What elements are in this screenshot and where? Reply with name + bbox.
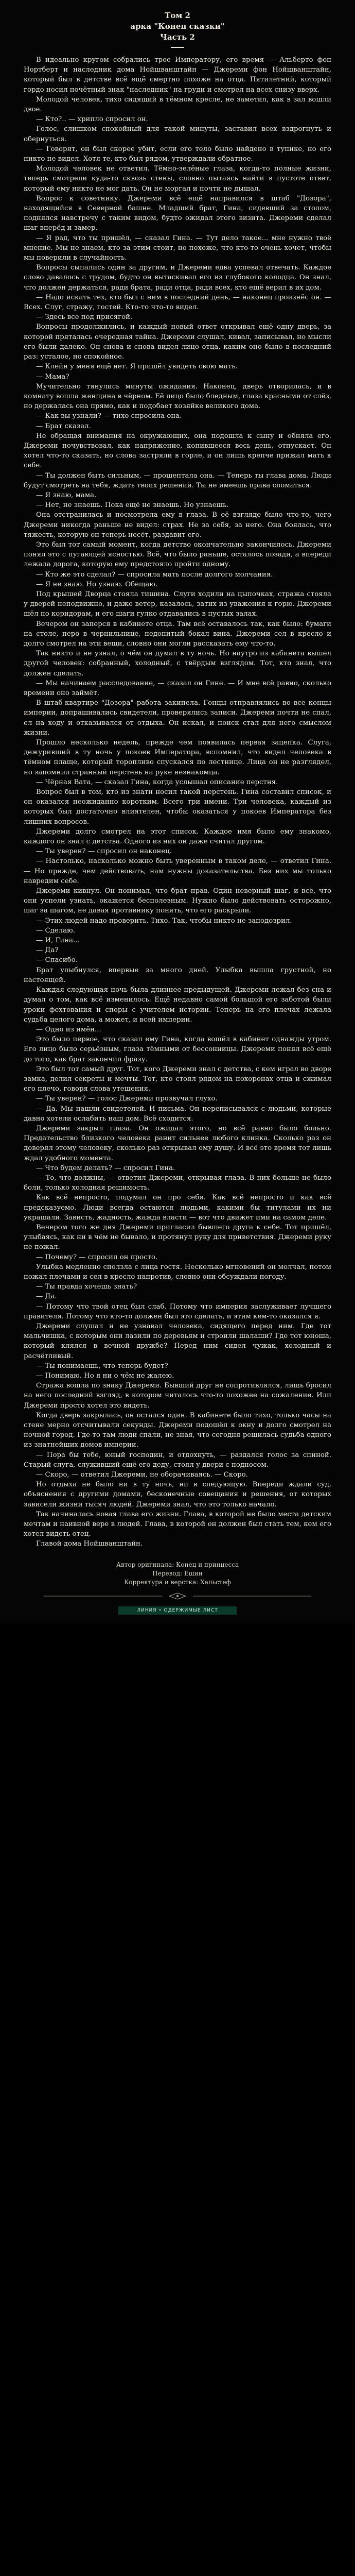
- group-seal: ЛИНИЯ • ОДЕРЖИМЫЕ ЛИСТ: [118, 1606, 237, 1615]
- paragraph: — Да.: [36, 1293, 57, 1301]
- paragraph: Голос, слишком спокойный для такой минуты, заставил всех вздрогнуть и обернуться.: [24, 125, 331, 143]
- paragraph: Это был тот самый момент, когда детство окончательно закончилось. Джереми понял это с пугающей ясностью. Всё, что было раньше, осталось позади, а впереди лежала дорога, которую ему предстояло пройти одному.: [24, 540, 331, 569]
- arc-title: арка "Конец сказки": [130, 22, 225, 31]
- paragraph: — И, Гина...: [36, 937, 80, 945]
- paragraph: — Надо искать тех, кто был с ним в последний день, — наконец произнёс он. — Всех. Слуг, стражу, гостей. Кто-то что-то видел.: [24, 293, 331, 312]
- paragraph: Брат улыбнулся, впервые за много дней. Улыбка вышла грустной, но настоящей.: [24, 966, 331, 984]
- paragraph: — Да. Мы нашли свидетелей. И письма. Он переписывался с людьми, которые давно хотели ослабить наш дом. Всё сходится.: [24, 1105, 331, 1123]
- paragraph: — Ты должен быть сильным, — прошептала она. — Теперь ты глава дома. Люди будут смотреть на тебя, ждать твоих решений. Ты не имеешь права сломаться.: [24, 471, 331, 489]
- paragraph: Но отдыха не было ни в ту ночь, ни в следующую. Впереди ждали суд, объяснения с другими домами, бесконечные совещания и решения, от которых зависели жизни тысяч людей. Джереми знал, что это только начало.: [24, 1481, 331, 1509]
- paragraph: — Чёрная Вата, — сказал Гина, когда услышал описание перстня.: [36, 778, 278, 786]
- chapter-footer: [24, 1561, 331, 1615]
- paragraph: — Я не знаю. Но узнаю. Обещаю.: [36, 580, 158, 588]
- paragraph: — То, что должны, — ответил Джереми, открывая глаза. В них больше не было боли, только холодная решимость.: [24, 1174, 331, 1192]
- paragraph: — Понимаю. Но я ни о чём не жалею.: [36, 1372, 174, 1380]
- paragraph: — Почему? — спросил он просто.: [36, 1253, 158, 1261]
- paragraph: Джереми долго смотрел на этот список. Каждое имя было ему знакомо, каждого он знал с детства. Одного из них он даже считал другом.: [24, 827, 331, 846]
- paragraph: Так начиналась новая глава его жизни. Глава, в которой не было места детским мечтам и наивной вере в людей. Глава, в которой он должен был стать тем, кем его хотел видеть отец.: [24, 1510, 331, 1538]
- paragraph: — Кто же это сделал? — спросила мать после долгого молчания.: [36, 570, 273, 579]
- paragraph: — Потому что твой отец был слаб. Потому что империя заслуживает лучшего правителя. Потому что кто-то должен был это сделать, и этим кем-то оказался я.: [24, 1302, 331, 1320]
- paragraph: Под крышей Дворца стояла тишина. Слуги ходили на цыпочках, стража стояла у дверей неподвижно, и даже ветер, казалось, затих из уважения к горю. Джереми шёл по коридорам, и его шаги гулко отдавались в пустых залах.: [24, 590, 331, 618]
- chapter-header: [24, 10, 331, 48]
- paragraph: Вопрос был в том, кто из знати носил такой перстень. Гина составил список, и он оказался неожиданно коротким. Всего три имени. Три человека, каждый из которых был достаточно влиятелен, чтобы оказаться у покоев Императора без лишних вопросов.: [24, 788, 331, 826]
- credit-author: Автор оригинала: Конец и принцесса: [116, 1561, 239, 1568]
- paragraph: Каждая следующая ночь была длиннее предыдущей. Джереми лежал без сна и думал о том, как всё изменилось. Ещё недавно самой большой его заботой были уроки фехтования и споры с учителем истории. Теперь на его плечах лежала судьба целого дома, а может, и всей империи.: [24, 986, 331, 1024]
- paragraph: Это был тот самый друг. Тот, кого Джереми знал с детства, с кем играл во дворе замка, делил секреты и мечты. Тот, кто стоял рядом на похоронах отца и сжимал его плечо, говоря слова утешения.: [24, 1065, 331, 1093]
- paragraph: Как всё непросто, подумал он про себя. Как всё непросто и как всё предсказуемо. Люди всегда остаются людьми, какими бы титулами их ни украшали. Зависть, жадность, жажда власти — вот что движет ими на самом деле.: [24, 1194, 331, 1222]
- paragraph: Молодой человек не ответил. Тёмно-зелёные глаза, когда-то полные жизни, теперь смотрели куда-то сквозь стены, словно пытаясь найти в пустоте ответ, который ему никто не мог дать. Он не моргал и почти не дышал.: [24, 165, 331, 193]
- paragraph: — Ты правда хочешь знать?: [36, 1283, 137, 1291]
- paragraph: — Мама?: [36, 372, 69, 381]
- paragraph: Это было первое, что сказал ему Гина, когда вошёл в кабинет однажды утром. Его лицо было серьёзным, глаза тёмными от бессонницы. Джереми понял всё ещё до того, как брат закончил фразу.: [24, 1036, 331, 1063]
- paragraph: — Говорят, он был скорее убит, если его тело было найдено в тупике, но его никто не видел. Хотя те, кто был рядом, утверждали обратное.: [24, 145, 331, 163]
- paragraph: Джереми закрыл глаза. Он ожидал этого, но всё равно было больно. Предательство близкого человека ранит сильнее любого клинка. Сколько раз он доверял этому человеку, сколько раз открывал ему душу. И всё это время тот лишь ждал удобного момента.: [24, 1124, 331, 1162]
- paragraph: Мучительно тянулись минуты ожидания. Наконец, дверь отворилась, и в комнату вошла женщина в чёрном. Её лицо было бледным, глаза красными от слёз, но держалась она прямо, как и подобает хозяйке великого дома.: [24, 382, 331, 411]
- paragraph: Вечером он заперся в кабинете отца. Там всё оставалось так, как было: бумаги на столе, перо в чернильнице, недопитый бокал вина. Джереми сел в кресло и долго смотрел на эти вещи, словно они могли рассказать ему что-то.: [24, 620, 331, 648]
- paragraph: — Пора бы тебе, юный господин, и отдохнуть, — раздался голос за спиной. Старый слуга, служивший ещё его деду, стоял у двери с подносом.: [24, 1451, 331, 1469]
- paragraph: В штаб-квартире "Дозора" работа закипела. Гонцы отправлялись во все концы империи, допрашивались свидетели, проверялись записи. Джереми почти не спал, ел на ходу и отказывался от отдыха. Он искал, и поиск стал для него смыслом жизни.: [24, 699, 331, 737]
- paragraph: Стража вошла по знаку Джереми. Бывший друг не сопротивлялся, лишь бросил на него последний взгляд, в котором читалось что-то похожее на сожаление. Или Джереми просто хотел это видеть.: [24, 1382, 331, 1410]
- paragraph: — Брат сказал.: [36, 422, 91, 430]
- paragraph: Улыбка медленно сползла с лица гостя. Несколько мгновений он молчал, потом пожал плечами и сел в кресло напротив, словно они обсуждали погоду.: [24, 1263, 331, 1281]
- paragraph: Вопросы продолжились, и каждый новый ответ открывал ещё одну дверь, за которой пряталась очередная тайна. Джереми слушал, кивал, записывал, но мысли его были далеко. Он снова и снова видел лицо отца, каким оно было в последний раз: усталое, но спокойное.: [24, 323, 331, 361]
- paragraph: — Сделаю.: [36, 926, 75, 935]
- credit-translator: Перевод: Ёшин: [152, 1569, 203, 1577]
- part-title: Часть 2: [160, 32, 195, 42]
- paragraph: — Как вы узнали? — тихо спросила она.: [36, 412, 182, 420]
- paragraph: — Кто?.. — хрипло спросил он.: [36, 115, 148, 124]
- paragraph: — Скоро, — ответил Джереми, не оборачиваясь. — Скоро.: [36, 1471, 248, 1479]
- paragraph: — Этих людей надо проверить. Тихо. Так, чтобы никто не заподозрил.: [36, 917, 292, 925]
- paragraph: Джереми слушал и не узнавал человека, сидящего перед ним. Где тот мальчишка, с которым они лазили по деревьям и строили шалаши? Где тот юноша, который клялся в вечной дружбе? Перед ним сидел чужак, холодный и расчётливый.: [24, 1323, 331, 1360]
- paragraph: — Мы начинаем расследование, — сказал он Гине. — И мне всё равно, сколько времени оно займёт.: [24, 679, 331, 697]
- paragraph: Вопросы сыпались один за другим, и Джереми едва успевал отвечать. Каждое слово давалось с трудом, будто он вытаскивал его из глубокого колодца. Он знал, что должен держаться, ради брата, ради отца, ради всех, кто ещё верил в их дом.: [24, 264, 331, 292]
- paragraph: — Ты уверен? — голос Джереми прозвучал глухо.: [36, 1095, 218, 1103]
- paragraph: Молодой человек, тихо сидящий в тёмном кресле, не заметил, как в зал вошли двое.: [24, 95, 331, 114]
- volume-title: Том 2: [165, 11, 190, 20]
- paragraph: В идеально кругом собрались трое Императору, его время — Альберто фон Нортберт и наследник дома Нойшванштайн — Джереми фон Нойшванштайн, который был в детстве всё ещё смертно похоже на отца. Пятилетний, который гордо носил почётный знак "наследник" на груди и смотрел на всех снизу вверх.: [24, 56, 331, 94]
- paragraph: — Нет, не знаешь. Пока ещё не знаешь. Но узнаешь.: [36, 501, 229, 510]
- paragraph: — Клейн у меня ещё нет. Я пришёл увидеть свою мать.: [36, 363, 238, 371]
- paragraph: Так никто и не узнал, о чём он думал в ту ночь. Но наутро из кабинета вышел другой человек: собранный, холодный, с твёрдым взглядом. Тот, кто знал, что должен сделать.: [24, 650, 331, 677]
- paragraph: Вопрос к советнику. Джереми всё ещё направился в штаб "Дозора", находящийся в Северной башне. Младший брат, Гина, сидевший за столом, поднялся навстречу с таким видом, будто ожидал этого визита. Джереми сделал шаг вперёд и замер.: [24, 194, 331, 232]
- paragraph: — Ты понимаешь, что теперь будет?: [36, 1362, 168, 1370]
- paragraph: — Настолько, насколько можно быть уверенным в таком деле, — ответил Гина. — Но прежде, чем действовать, нам нужны доказательства. Без них мы только навредим себе.: [24, 857, 331, 885]
- paragraph: — Здесь все под присягой.: [36, 313, 133, 321]
- paragraph: — Я рад, что ты пришёл, — сказал Гина. — Тут дело такое... мне нужно твоё мнение. Мы не знаем, кто за этим стоит, но похоже, что кто-то очень хочет, чтобы мы поверили в случайность.: [24, 234, 331, 262]
- paragraph: — Что будем делать? — спросил Гина.: [36, 1164, 175, 1172]
- paragraph: — Да?: [36, 946, 59, 955]
- paragraph: — Спасибо.: [36, 956, 78, 964]
- paragraph: — Ты уверен? — спросил он наконец.: [36, 848, 172, 856]
- paragraph: — Я знаю, мама.: [36, 491, 97, 499]
- paragraph: Не обращая внимания на окружающих, она подошла к сыну и обняла его. Джереми почувствовал, как напряжение, копившееся весь день, отпускает. Он хотел что-то сказать, но слова застряли в горле, и он лишь крепче прижал мать к себе.: [24, 432, 331, 470]
- header-divider: [171, 47, 184, 48]
- chapter-body: [24, 55, 331, 1549]
- paragraph: — Одно из имён...: [36, 1025, 101, 1033]
- paragraph: Вечером того же дня Джереми пригласил бывшего друга к себе. Тот пришёл, улыбаясь, как ни в чём не бывало, и протянул руку для приветствия. Джереми руку не пожал.: [24, 1223, 331, 1251]
- paragraph: Она отстранилась и посмотрела ему в глаза. В её взгляде было что-то, чего Джереми никогда раньше не видел: страх. Не за себя, за него. Она боялась, что тяжесть, которую он теперь несёт, раздавит его.: [24, 511, 331, 539]
- paragraph: Прошло несколько недель, прежде чем появилась первая зацепка. Слуга, дежуривший в ту ночь у покоев Императора, вспомнил, что видел человека в тёмном плаще, который торопливо спускался по лестнице. Лица он не разглядел, но запомнил странный перстень на руке незнакомца.: [24, 739, 331, 776]
- paragraph: Главой дома Нойшванштайн.: [36, 1540, 143, 1548]
- ornament-divider: [44, 1592, 311, 1600]
- paragraph: Джереми кивнул. Он понимал, что брат прав. Один неверный шаг, и всё, что они успели узнать, окажется бесполезным. Нужно было действовать осторожно, шаг за шагом, не давая противнику понять, что его раскрыли.: [24, 887, 331, 915]
- credit-editor: Корректура и верстка: Хальстеф: [124, 1578, 231, 1586]
- paragraph: Когда дверь закрылась, он остался один. В кабинете было тихо, только часы на стене мерно отсчитывали секунды. Джереми подошёл к окну и долго смотрел на ночной город. Где-то там люди спали, не зная, что сегодня решилась судьба одного из знатнейших домов империи.: [24, 1411, 331, 1449]
